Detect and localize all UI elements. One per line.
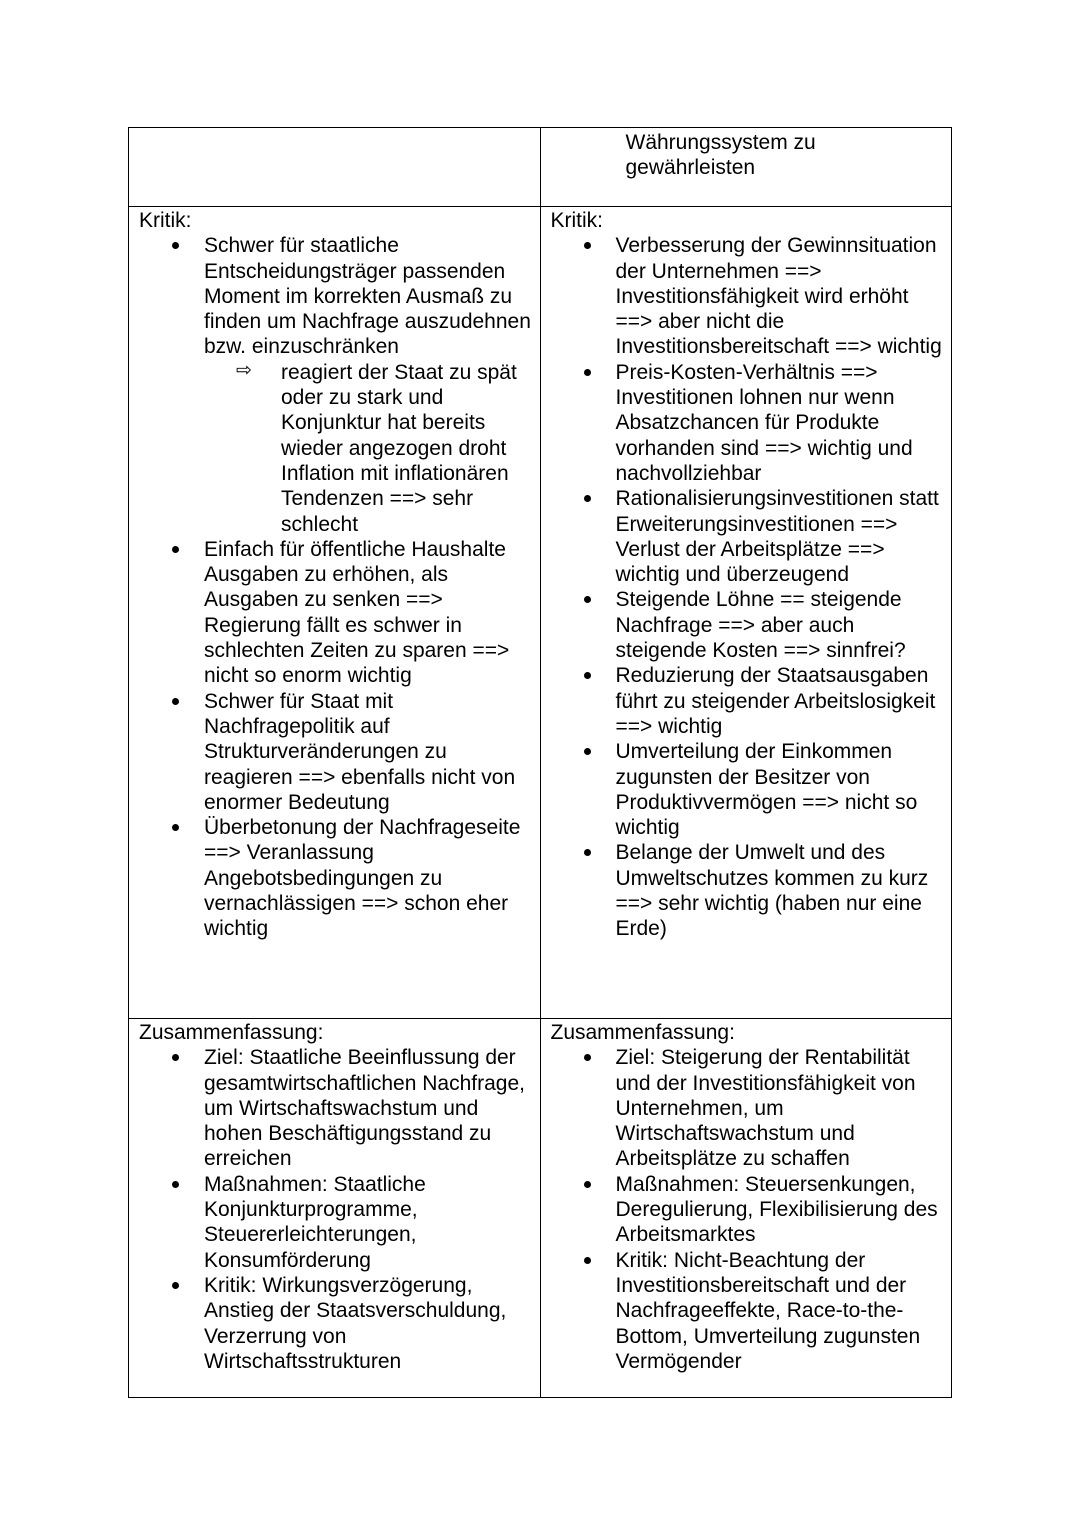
bullet-icon [584,1257,591,1264]
kritik-list-left [139,233,532,941]
list-item [551,360,944,486]
list-item-text: Steigende Löhne == steigende Nachfrage ==> aber auch steigende Kosten ==> sinnfrei? [615,588,906,663]
cell-kritik-left [129,207,541,1019]
bullet-icon [584,495,591,502]
cell-top-left [129,128,541,207]
list-item-text: Schwer für Staat mit Nachfragepolitik auf Strukturveränderungen zu reagieren ==> ebenfalls nicht von enormer Bedeutung [204,689,516,814]
bullet-icon [584,1181,591,1188]
continued-text: Währungssystem zu gewährleisten [625,131,816,180]
list-item [551,663,944,739]
sub-item-text: reagiert der Staat zu spät oder zu stark und Konjunktur hat bereits wieder angezogen droht Inflation mit inflationären Tendenzen ==> sehr schlecht [281,360,517,536]
list-item-text: Rationalisierungsinvestitionen statt Erweiterungsinvestitionen ==> Verlust der Arbeitsplätze ==> wichtig und überzeugend [615,487,939,587]
list-item-text: Belange der Umwelt und des Umweltschutzes kommen zu kurz ==> sehr wichtig (haben nur eine Erde) [615,841,929,941]
list-item-text: Reduzierung der Staatsausgaben führt zu steigender Arbeitslosigkeit ==> wichtig [615,664,936,738]
list-item [551,486,944,587]
list-item-text: Umverteilung der Einkommen zugunsten der Besitzer von Produktivvermögen ==> nicht so wichtig [615,740,918,840]
cell-summary-left [129,1019,541,1398]
bullet-icon [584,672,591,679]
bullet-icon [172,824,179,831]
list-item-text: Verbesserung der Gewinnsituation der Unternehmen ==> Investitionsfähigkeit wird erhöht ==> aber nicht die Investitionsbereitschaft ==> wichtig [615,234,942,359]
table-row-continuation [129,128,952,207]
summary-heading-left: Zusammenfassung: [139,1021,324,1044]
kritik-list-right [551,233,944,941]
arrow-right-icon: ⇨ [236,359,252,381]
table-row-summary [129,1019,952,1398]
bullet-icon [584,1054,591,1061]
list-item-text: Ziel: Steigerung der Rentabilität und der Investitionsfähigkeit von Unternehmen, um Wirtschaftswachstum und Arbeitsplätze zu schaffen [615,1046,916,1171]
bullet-icon [584,369,591,376]
list-item-text: Überbetonung der Nachfrageseite ==> Veranlassung Angebotsbedingungen zu vernachlässigen ==> schon eher wichtig [204,816,521,941]
kritik-heading-right: Kritik: [550,209,603,232]
list-item [551,1248,944,1374]
list-item-text: Preis-Kosten-Verhältnis ==> Investitionen lohnen nur wenn Absatzchancen für Produkte vorhanden sind ==> wichtig und nachvollziehbar [615,360,913,485]
list-item [551,1045,944,1171]
list-item [139,1172,532,1273]
bullet-icon [172,1282,179,1289]
list-item [551,840,944,941]
cell-summary-right [540,1019,952,1398]
list-item-text: Kritik: Wirkungsverzögerung, Anstieg der Staatsverschuldung, Verzerrung von Wirtschaftsstrukturen [204,1273,507,1373]
bullet-icon [584,596,591,603]
cell-top-right [540,128,952,207]
bullet-icon [172,1054,179,1061]
summary-heading-right: Zusammenfassung: [550,1021,735,1044]
kritik-heading-left: Kritik: [139,209,192,232]
list-item [551,739,944,840]
comparison-table [128,127,952,1398]
table-row-kritik [129,207,952,1019]
sub-item [204,360,532,537]
list-item [139,689,532,815]
list-item [139,537,532,689]
list-item [139,1273,532,1374]
list-item [551,587,944,663]
list-item [139,1045,532,1171]
bullet-icon [584,242,591,249]
cell-kritik-right [540,207,952,1019]
summary-list-left [139,1045,532,1374]
list-item [139,233,532,537]
list-item-text: Ziel: Staatliche Beeinflussung der gesamtwirtschaftlichen Nachfrage, um Wirtschaftswachstum und hohen Beschäftigungsstand zu erreichen [204,1046,525,1171]
list-item-text: Schwer für staatliche Entscheidungsträger passenden Moment im korrekten Ausmaß zu finden um Nachfrage auszudehnen bzw. einzuschränken [204,234,531,359]
bullet-icon [172,698,179,705]
bullet-icon [172,1181,179,1188]
list-item-text: Kritik: Nicht-Beachtung der Investitionsbereitschaft und der Nachfrageeffekte, Race-to-the-Bottom, Umverteilung zugunsten Vermögender [615,1248,921,1373]
bullet-icon [172,242,179,249]
list-item [139,815,532,941]
list-item-text: Maßnahmen: Staatliche Konjunkturprogramme, Steuererleichterungen, Konsumförderung [204,1172,426,1272]
bullet-icon [584,748,591,755]
summary-list-right [551,1045,944,1374]
list-item [551,233,944,359]
list-item-text: Einfach für öffentliche Haushalte Ausgaben zu erhöhen, als Ausgaben zu senken ==> Regierung fällt es schwer in schlechten Zeiten zu sparen ==> nicht so enorm wichtig [204,537,510,688]
list-item [551,1172,944,1248]
bullet-icon [584,849,591,856]
bullet-icon [172,546,179,553]
list-item-text: Maßnahmen: Steuersenkungen, Deregulierung, Flexibilisierung des Arbeitsmarktes [615,1172,938,1247]
